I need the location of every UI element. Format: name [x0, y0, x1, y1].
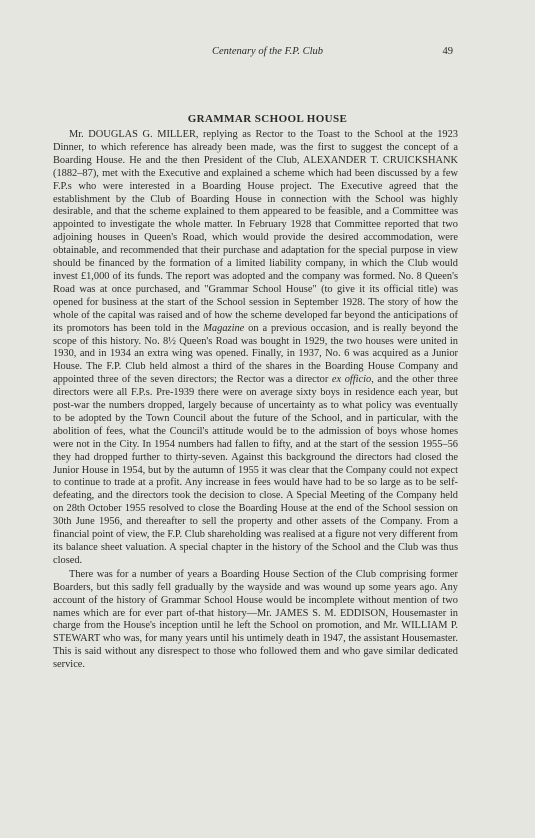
paragraph-1-part-1: Mr. DOUGLAS G. MILLER, replying as Rector to the Toast to the School at the 1923 Dinner, to which reference has already been made, was the first to suggest the concept of a Boarding House. He and the then President of the Club, ALEXANDER T. CRUICKSHANK (1882–87), met with the Executive and explained a scheme which had been discussed by a few F.P.s who were interested in a Boarding House project. The Executive agreed that the establishment by the Club of Boarding House in connection with the School was highly desirable, and that the scheme explained to them appeared to be feasible, and a Committee was appointed to investigate the whole matter. In February 1928 that Committee reported that two adjoining houses in Queen's Road, which would provide the desired accommodation, were obtainable, and recommended that their purchase and adaptation for the special purpose in view should be financed by the formation of a limited liability company, in which the Club would invest £1,000 of its funds. The report was adopted and the company was formed. No. 8 Queen's Road was at once purchased, and "Grammar School House" (to give it its official title) was opened for business at the start of the School session in September 1928. The story of how the whole of the capital was raised and of how the scheme developed far beyond the anticipations of its promotors has been told in the [53, 129, 458, 334]
page-number: 49 [442, 46, 453, 57]
paragraph-2: There was for a number of years a Boarding House Section of the Club comprising former Boarders, but this sadly fell gradually by the wayside and was wound up some years ago. Any account of the history of Grammar School House would be incomplete without mention of two names which are for ever part of-that history—Mr. JAMES S. M. EDDISON, Housemaster in charge from the House's inception until he left the School on promotion, and Mr. WILLIAM P. STEWART who was, for many years until his untimely death in 1947, the assistant Housemaster. This is said without any disrespect to those who followed them and who gave similar dedicated service. [53, 568, 458, 671]
paragraph-1-part-3: , and the other three directors were all F.P.s. Pre-1939 there were on average sixty boys in residence each year, but post-war the numbers dropped, largely because of uncertainty as to what policy was eventually to be adopted by the Town Council about the future of the School, and in particular, with the abolition of fees, what the Council's attitude would be to the admission of boys whose homes were not in the City. In 1954 numbers had fallen to fifty, and at the start of the session 1955–56 they had dropped further to thirty-seven. Against this background the directors had closed the Junior House in 1954, but by the autumn of 1955 it was clear that the Company could not expect to continue to trade at a profit. Any increase in fees would have had to be so large as to be self-defeating, and the directors took the decision to close. A Special Meeting of the Company held on 28th October 1955 resolved to close the Boarding House at the end of the School session on 30th June 1956, and thereafter to sell the property and other assets of the Company. From a financial point of view, the F.P. Club shareholding was realised at a figure not very different from its balance sheet valuation. A special chapter in the history of the School and the Club was thus closed. [53, 374, 458, 566]
article-body [53, 129, 458, 672]
paragraph-1-part-2: on a previous occasion, and is really beyond the scope of this history. No. 8½ Queen's Road was bought in 1929, the two houses were united in 1930, and in 1934 an extra wing was opened. Finally, in 1937, No. 6 was acquired as a Junior House. The F.P. Club held almost a third of the shares in the Boarding House Company and appointed three of the seven directors; the Rector was a director [53, 322, 459, 386]
paragraph-1 [53, 129, 458, 568]
ex-officio-term: ex officio [331, 374, 372, 386]
magazine-title: Magazine [203, 322, 245, 334]
section-heading: GRAMMAR SCHOOL HOUSE [187, 113, 348, 125]
running-head: Centenary of the F.P. Club [211, 46, 324, 57]
